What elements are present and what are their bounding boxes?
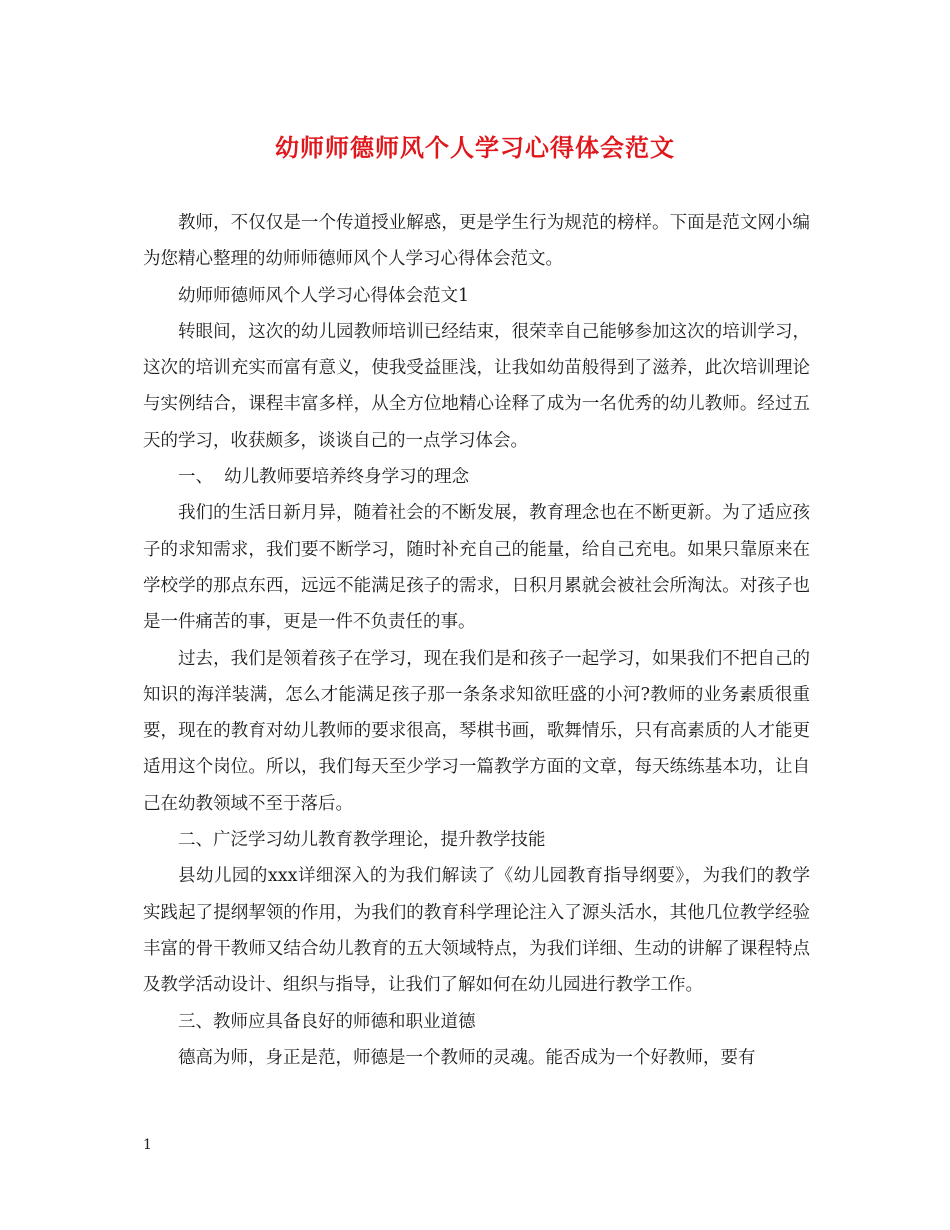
paragraph-4: 县幼儿园的xxx详细深入的为我们解读了《幼儿园教育指导纲要》，为我们的教学实践起了提纲挈领的作用，为我们的教育科学理论注入了源头活水，其他几位教学经验丰富的骨干教师又结合幼儿教育的五大领域特点，为我们详细、生动的讲解了课程特点及教学活动设计、组织与指导，让我们了解如何在幼儿园进行教学工作。: [143, 866, 810, 996]
paragraph-1: 转眼间，这次的幼儿园教师培训已经结束，很荣幸自己能够参加这次的培训学习，这次的培训充实而富有意义，使我受益匪浅，让我如幼苗般得到了滋养，此次培训理论与实例结合，课程丰富多样，从全方位地精心诠释了成为一名优秀的幼儿教师。经过五天的学习，收获颇多，谈谈自己的一点学习体会。: [143, 321, 810, 451]
paragraph-subtitle: 幼师师德师风个人学习心得体会范文1: [178, 285, 470, 306]
section-heading-3: 三、教师应具备良好的师德和职业道德: [178, 1011, 476, 1032]
paragraph-5: 德高为师，身正是范，师德是一个教师的灵魂。能否成为一个好教师，要有: [178, 1047, 756, 1068]
paragraph-2: 我们的生活日新月异，随着社会的不断发展，教育理念也在不断更新。为了适应孩子的求知需求，我们要不断学习，随时补充自己的能量，给自己充电。如果只靠原来在学校学的那点东西，远远不能满足孩子的需求，日积月累就会被社会所淘汰。对孩子也是一件痛苦的事，更是一件不负责任的事。: [143, 503, 810, 633]
section-heading-2: 二、广泛学习幼儿教育教学理论，提升教学技能: [178, 830, 546, 851]
document-title: 幼师师德师风个人学习心得体会范文: [275, 133, 675, 162]
paragraph-intro: 教师，不仅仅是一个传道授业解惑，更是学生行为规范的榜样。下面是范文网小编为您精心整理的幼师师德师风个人学习心得体会范文。: [143, 213, 810, 270]
paragraph-3: 过去，我们是领着孩子在学习，现在我们是和孩子一起学习，如果我们不把自己的知识的海洋装满，怎么才能满足孩子那一条条求知欲旺盛的小河?教师的业务素质很重要，现在的教育对幼儿教师的要求很高，琴棋书画，歌舞情乐，只有高素质的人才能更适用这个岗位。所以，我们每天至少学习一篇教学方面的文章，每天练练基本功，让自己在幼教领域不至于落后。: [143, 648, 810, 814]
document-body: [143, 205, 810, 1076]
page-number: 1: [143, 1137, 152, 1153]
section-heading-1: 一、 幼儿教师要培养终身学习的理念: [178, 467, 470, 488]
